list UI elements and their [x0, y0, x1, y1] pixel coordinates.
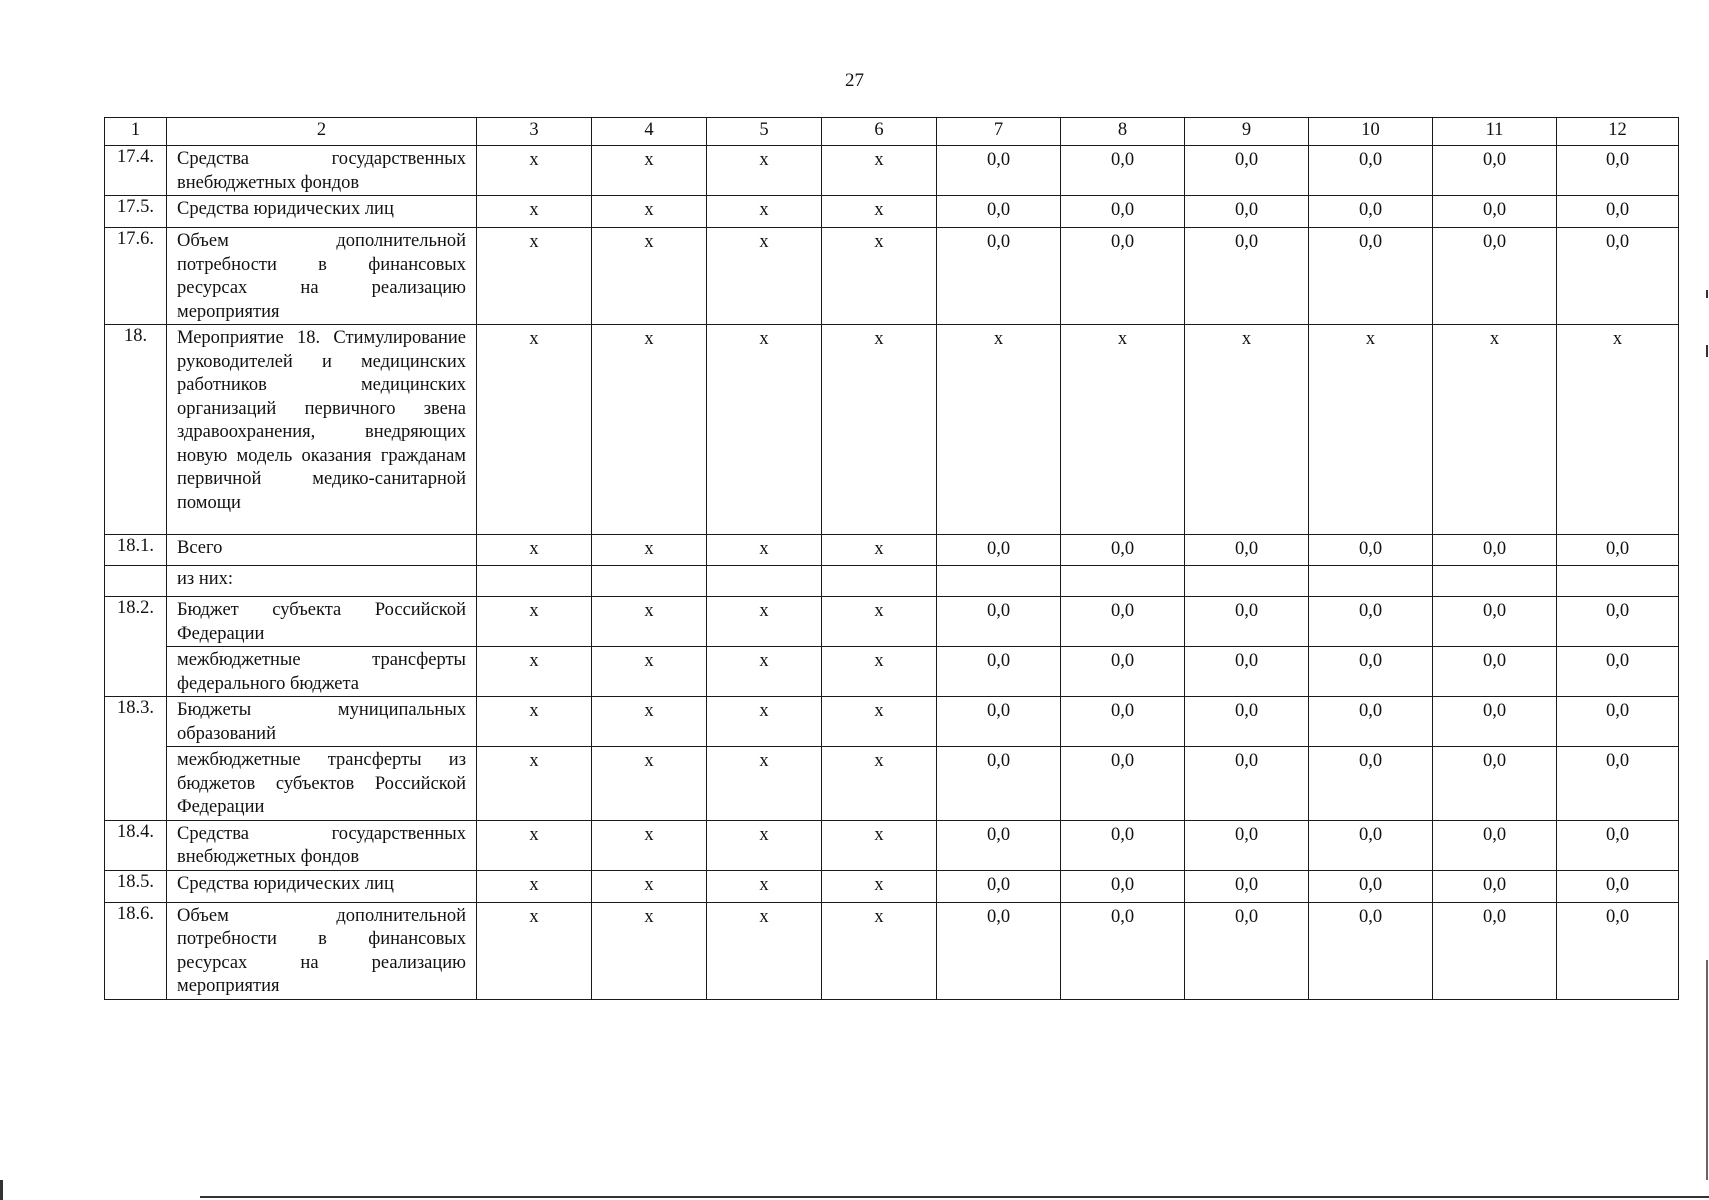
value-cell: 0,0 — [1557, 196, 1679, 228]
value-cell: 0,0 — [937, 647, 1061, 697]
value-cell: 0,0 — [937, 870, 1061, 902]
header-row — [105, 118, 1679, 146]
value-cell: 0,0 — [1433, 228, 1557, 325]
value-cell: 0,0 — [1061, 820, 1185, 870]
scan-edge-mark — [1706, 290, 1708, 298]
value-cell: х — [477, 597, 592, 647]
value-cell: х — [707, 597, 822, 647]
value-cell: 0,0 — [1309, 697, 1433, 747]
value-cell — [1309, 566, 1433, 597]
value-cell: 0,0 — [937, 535, 1061, 566]
value-cell: 0,0 — [1309, 647, 1433, 697]
value-cell: х — [937, 325, 1061, 535]
value-cell: 0,0 — [1061, 747, 1185, 821]
value-cell: 0,0 — [1061, 228, 1185, 325]
value-cell: 0,0 — [1557, 597, 1679, 647]
header-cell: 2 — [167, 118, 477, 146]
table-row — [105, 697, 1679, 747]
value-cell: х — [1309, 325, 1433, 535]
value-cell: 0,0 — [1557, 697, 1679, 747]
value-cell: х — [592, 146, 707, 196]
scan-edge-mark — [1706, 960, 1708, 1180]
row-number: 18.6. — [105, 902, 167, 999]
row-number: 17.5. — [105, 196, 167, 228]
value-cell: х — [707, 535, 822, 566]
value-cell: 0,0 — [1061, 902, 1185, 999]
row-description: Объем дополнительной потребности в финансовых ресурсах на реализацию мероприятия — [167, 902, 477, 999]
value-cell: 0,0 — [1309, 535, 1433, 566]
row-number — [105, 647, 167, 697]
row-description: Средства юридических лиц — [167, 870, 477, 902]
value-cell: 0,0 — [1433, 535, 1557, 566]
value-cell: 0,0 — [1309, 196, 1433, 228]
value-cell: 0,0 — [1309, 597, 1433, 647]
value-cell: х — [1061, 325, 1185, 535]
value-cell — [822, 566, 937, 597]
row-number: 17.6. — [105, 228, 167, 325]
value-cell: х — [707, 820, 822, 870]
value-cell: х — [1433, 325, 1557, 535]
table-row — [105, 566, 1679, 597]
value-cell: 0,0 — [1309, 747, 1433, 821]
header-cell: 8 — [1061, 118, 1185, 146]
table-row — [105, 597, 1679, 647]
value-cell: 0,0 — [1557, 228, 1679, 325]
value-cell: 0,0 — [1433, 196, 1557, 228]
value-cell: 0,0 — [1433, 647, 1557, 697]
table-row — [105, 196, 1679, 228]
table-row — [105, 747, 1679, 821]
value-cell: х — [822, 697, 937, 747]
value-cell: 0,0 — [1061, 535, 1185, 566]
value-cell: х — [592, 870, 707, 902]
value-cell: 0,0 — [1557, 535, 1679, 566]
value-cell: 0,0 — [937, 820, 1061, 870]
value-cell: х — [477, 196, 592, 228]
financing-table — [104, 117, 1679, 1000]
value-cell: х — [592, 325, 707, 535]
value-cell: х — [477, 535, 592, 566]
value-cell: х — [822, 820, 937, 870]
value-cell: х — [477, 747, 592, 821]
value-cell: х — [477, 146, 592, 196]
value-cell: 0,0 — [1309, 228, 1433, 325]
value-cell: х — [822, 325, 937, 535]
header-cell: 12 — [1557, 118, 1679, 146]
value-cell: х — [1185, 325, 1309, 535]
value-cell: 0,0 — [1433, 146, 1557, 196]
value-cell: х — [592, 228, 707, 325]
value-cell: х — [707, 196, 822, 228]
header-cell: 6 — [822, 118, 937, 146]
value-cell: х — [592, 597, 707, 647]
row-number: 18.1. — [105, 535, 167, 566]
value-cell: х — [477, 870, 592, 902]
value-cell — [1185, 566, 1309, 597]
header-cell: 7 — [937, 118, 1061, 146]
value-cell: х — [477, 902, 592, 999]
value-cell: 0,0 — [1309, 820, 1433, 870]
header-cell: 11 — [1433, 118, 1557, 146]
row-description: межбюджетные трансферты федерального бюджета — [167, 647, 477, 697]
table-row — [105, 325, 1679, 535]
header-cell: 5 — [707, 118, 822, 146]
value-cell: 0,0 — [1309, 146, 1433, 196]
value-cell: х — [822, 228, 937, 325]
value-cell: х — [822, 647, 937, 697]
row-description: Средства юридических лиц — [167, 196, 477, 228]
value-cell: 0,0 — [1557, 647, 1679, 697]
value-cell: 0,0 — [1185, 647, 1309, 697]
value-cell: х — [592, 747, 707, 821]
value-cell — [477, 566, 592, 597]
row-number: 18.4. — [105, 820, 167, 870]
value-cell: 0,0 — [1185, 820, 1309, 870]
value-cell: х — [707, 902, 822, 999]
value-cell: 0,0 — [1061, 647, 1185, 697]
value-cell: 0,0 — [1557, 870, 1679, 902]
value-cell: х — [707, 747, 822, 821]
value-cell — [1061, 566, 1185, 597]
value-cell: х — [822, 146, 937, 196]
row-description: Всего — [167, 535, 477, 566]
value-cell: х — [707, 647, 822, 697]
value-cell — [1433, 566, 1557, 597]
value-cell: 0,0 — [1185, 535, 1309, 566]
value-cell: 0,0 — [1557, 902, 1679, 999]
header-cell: 4 — [592, 118, 707, 146]
value-cell: х — [592, 902, 707, 999]
value-cell: 0,0 — [937, 697, 1061, 747]
value-cell: х — [822, 535, 937, 566]
value-cell: х — [822, 597, 937, 647]
row-description: межбюджетные трансферты из бюджетов субъектов Российской Федерации — [167, 747, 477, 821]
value-cell: 0,0 — [1433, 597, 1557, 647]
value-cell: 0,0 — [937, 146, 1061, 196]
value-cell: 0,0 — [1309, 902, 1433, 999]
header-cell: 9 — [1185, 118, 1309, 146]
value-cell: 0,0 — [1061, 597, 1185, 647]
row-number: 18. — [105, 325, 167, 535]
value-cell: 0,0 — [937, 196, 1061, 228]
row-number: 18.5. — [105, 870, 167, 902]
value-cell: х — [707, 228, 822, 325]
value-cell: х — [592, 196, 707, 228]
row-number: 17.4. — [105, 146, 167, 196]
value-cell: х — [822, 747, 937, 821]
value-cell: 0,0 — [1185, 902, 1309, 999]
value-cell: 0,0 — [1433, 747, 1557, 821]
value-cell — [592, 566, 707, 597]
header-cell: 10 — [1309, 118, 1433, 146]
value-cell: 0,0 — [1185, 697, 1309, 747]
value-cell: х — [477, 697, 592, 747]
row-number — [105, 566, 167, 597]
value-cell: х — [592, 697, 707, 747]
row-description: Бюджеты муниципальных образований — [167, 697, 477, 747]
row-description: Объем дополнительной потребности в финансовых ресурсах на реализацию мероприятия — [167, 228, 477, 325]
value-cell: 0,0 — [1185, 196, 1309, 228]
row-number: 18.3. — [105, 697, 167, 747]
row-description: из них: — [167, 566, 477, 597]
table-row — [105, 820, 1679, 870]
value-cell — [1557, 566, 1679, 597]
value-cell: 0,0 — [937, 228, 1061, 325]
value-cell: х — [822, 196, 937, 228]
page-number: 27 — [845, 70, 864, 91]
table-row — [105, 902, 1679, 999]
value-cell: х — [707, 697, 822, 747]
value-cell: 0,0 — [937, 597, 1061, 647]
value-cell — [707, 566, 822, 597]
value-cell: 0,0 — [937, 747, 1061, 821]
table-row — [105, 535, 1679, 566]
table-row — [105, 870, 1679, 902]
value-cell: 0,0 — [1557, 146, 1679, 196]
table-row — [105, 228, 1679, 325]
value-cell: х — [477, 820, 592, 870]
row-number: 18.2. — [105, 597, 167, 647]
row-number — [105, 747, 167, 821]
scan-edge-mark — [0, 1180, 3, 1200]
value-cell: х — [822, 902, 937, 999]
value-cell: х — [477, 228, 592, 325]
value-cell: 0,0 — [1433, 902, 1557, 999]
row-description: Средства государственных внебюджетных фондов — [167, 146, 477, 196]
header-cell: 3 — [477, 118, 592, 146]
value-cell: 0,0 — [1061, 697, 1185, 747]
value-cell: 0,0 — [1557, 820, 1679, 870]
value-cell: 0,0 — [1557, 747, 1679, 821]
value-cell: х — [707, 146, 822, 196]
value-cell: х — [592, 647, 707, 697]
row-description: Мероприятие 18. Стимулирование руководителей и медицинских работников медицинских организаций первичного звена здравоохранения, внедряющих новую модель оказания гражданам первичной медико-санитарной помощи — [167, 325, 477, 535]
row-description: Бюджет субъекта Российской Федерации — [167, 597, 477, 647]
value-cell: 0,0 — [1185, 597, 1309, 647]
table-row — [105, 146, 1679, 196]
value-cell — [937, 566, 1061, 597]
value-cell: 0,0 — [1185, 747, 1309, 821]
value-cell: 0,0 — [1061, 196, 1185, 228]
header-cell: 1 — [105, 118, 167, 146]
value-cell: х — [1557, 325, 1679, 535]
value-cell: 0,0 — [1185, 146, 1309, 196]
scan-edge-mark — [1706, 345, 1708, 357]
value-cell: х — [707, 870, 822, 902]
value-cell: 0,0 — [1061, 870, 1185, 902]
value-cell: 0,0 — [1433, 820, 1557, 870]
value-cell: 0,0 — [937, 902, 1061, 999]
value-cell: х — [592, 535, 707, 566]
value-cell: 0,0 — [1309, 870, 1433, 902]
table-row — [105, 647, 1679, 697]
value-cell: х — [477, 325, 592, 535]
value-cell: х — [477, 647, 592, 697]
value-cell: 0,0 — [1185, 870, 1309, 902]
value-cell: 0,0 — [1433, 870, 1557, 902]
value-cell: х — [707, 325, 822, 535]
value-cell: 0,0 — [1185, 228, 1309, 325]
value-cell: х — [592, 820, 707, 870]
scan-edge-line — [200, 1196, 1709, 1198]
value-cell: 0,0 — [1433, 697, 1557, 747]
value-cell: х — [822, 870, 937, 902]
value-cell: 0,0 — [1061, 146, 1185, 196]
row-description: Средства государственных внебюджетных фондов — [167, 820, 477, 870]
